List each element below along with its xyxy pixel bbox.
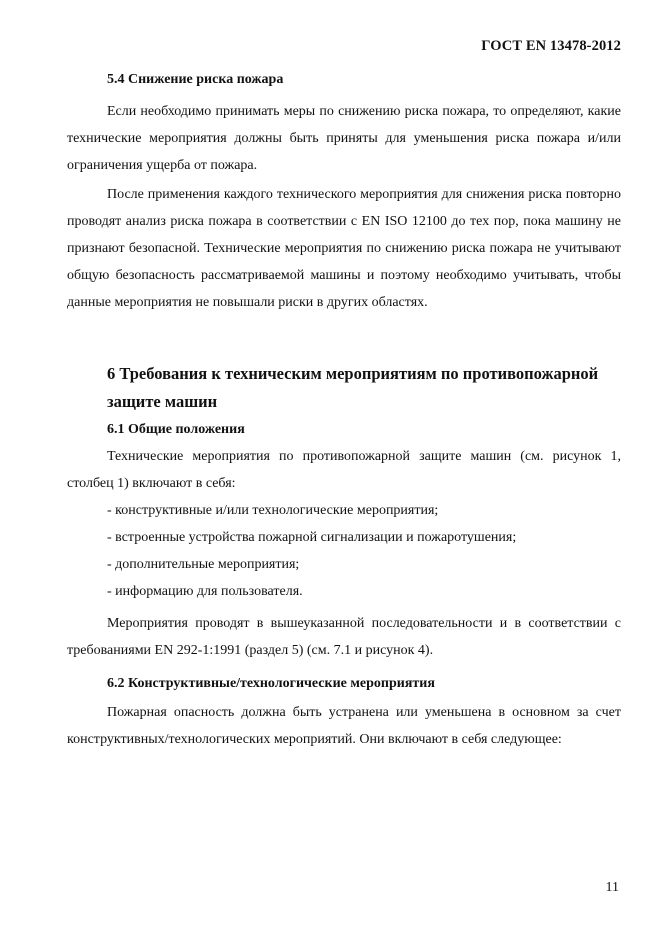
section-5-4-paragraph-2: После применения каждого технического мероприятия для снижения риска повторно проводят анализ риска пожара в соответствии с EN ISO 12100 до тех пор, пока машину не признают безопасной. Технические мероприятия по снижению риска пожара не учитывают общую безопасность рассматриваемой машины и поэтому необходимо учитывать, чтобы данные мероприятия не повышали риски в других областях.: [67, 187, 621, 310]
section-6-2-paragraph: Пожарная опасность должна быть устранена или уменьшена в основном за счет конструктивных/технологических мероприятий. Они включают в себя следующее:: [67, 705, 621, 747]
page-content: [67, 66, 621, 753]
section-6-1-heading: 6.1 Общие положения: [107, 422, 245, 437]
section-6-2-heading: 6.2 Конструктивные/технологические мероприятия: [107, 676, 435, 691]
section-6-1-closing: Мероприятия проводят в вышеуказанной последовательности и в соответствии с требованиями EN 292-1:1991 (раздел 5) (см. 7.1 и рисунок 4).: [67, 616, 621, 658]
section-6-heading-line-2: защите машин: [107, 392, 218, 411]
list-item: - дополнительные мероприятия;: [107, 557, 300, 572]
section-5-4-heading: 5.4 Снижение риска пожара: [107, 72, 284, 87]
page-number: 11: [605, 880, 619, 895]
list-item: - конструктивные и/или технологические мероприятия;: [107, 503, 439, 518]
list-item: - встроенные устройства пожарной сигнализации и пожаротушения;: [107, 530, 517, 545]
section-6-1-intro: Технические мероприятия по противопожарной защите машин (см. рисунок 1, столбец 1) включают в себя:: [67, 449, 621, 491]
standard-code-header: ГОСТ EN 13478-2012: [481, 38, 621, 54]
list-item: - информацию для пользователя.: [107, 584, 303, 599]
section-6-heading-line-1: 6 Требования к техническим мероприятиям по противопожарной: [107, 364, 599, 383]
section-5-4-paragraph-1: Если необходимо принимать меры по снижению риска пожара, то определяют, какие технические мероприятия должны быть приняты для уменьшения риска пожара и/или ограничения ущерба от пожара.: [67, 104, 621, 173]
